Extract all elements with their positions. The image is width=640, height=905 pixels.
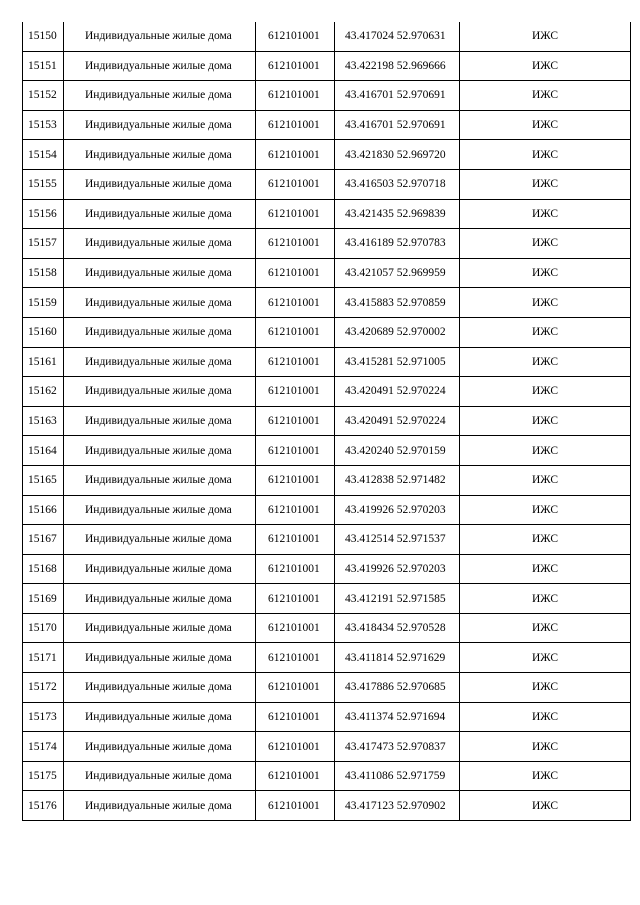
coordinates-cell: 43.420491 52.970224 (335, 377, 460, 407)
cadastral-code-cell: 612101001 (256, 613, 335, 643)
row-number-cell: 15164 (23, 436, 64, 466)
category-cell: ИЖС (460, 110, 631, 140)
table-row (23, 791, 631, 821)
row-number-cell: 15170 (23, 613, 64, 643)
row-number-cell: 15176 (23, 791, 64, 821)
row-number-cell: 15167 (23, 525, 64, 555)
coordinates-cell: 43.416503 52.970718 (335, 169, 460, 199)
category-cell: ИЖС (460, 732, 631, 762)
object-type-cell: Индивидуальные жилые дома (64, 702, 256, 732)
category-cell: ИЖС (460, 761, 631, 791)
object-type-cell: Индивидуальные жилые дома (64, 613, 256, 643)
coordinates-cell: 43.411814 52.971629 (335, 643, 460, 673)
cadastral-code-cell: 612101001 (256, 51, 335, 81)
category-cell: ИЖС (460, 22, 631, 51)
coordinates-cell: 43.415883 52.970859 (335, 288, 460, 318)
table-row (23, 51, 631, 81)
category-cell: ИЖС (460, 673, 631, 703)
cadastral-code-cell: 612101001 (256, 347, 335, 377)
cadastral-code-cell: 612101001 (256, 406, 335, 436)
table-row (23, 465, 631, 495)
cadastral-code-cell: 612101001 (256, 81, 335, 111)
cadastral-code-cell: 612101001 (256, 169, 335, 199)
cadastral-code-cell: 612101001 (256, 22, 335, 51)
category-cell: ИЖС (460, 525, 631, 555)
table-row (23, 229, 631, 259)
cadastral-code-cell: 612101001 (256, 377, 335, 407)
row-number-cell: 15163 (23, 406, 64, 436)
coordinates-cell: 43.417886 52.970685 (335, 673, 460, 703)
table-row (23, 81, 631, 111)
cadastral-code-cell: 612101001 (256, 140, 335, 170)
coordinates-cell: 43.421057 52.969959 (335, 258, 460, 288)
object-type-cell: Индивидуальные жилые дома (64, 288, 256, 318)
row-number-cell: 15159 (23, 288, 64, 318)
cadastral-code-cell: 612101001 (256, 702, 335, 732)
table-row (23, 495, 631, 525)
table-row (23, 22, 631, 51)
cadastral-code-cell: 612101001 (256, 584, 335, 614)
category-cell: ИЖС (460, 258, 631, 288)
cadastral-code-cell: 612101001 (256, 495, 335, 525)
object-type-cell: Индивидуальные жилые дома (64, 51, 256, 81)
cadastral-code-cell: 612101001 (256, 317, 335, 347)
coordinates-cell: 43.416701 52.970691 (335, 110, 460, 140)
object-type-cell: Индивидуальные жилые дома (64, 554, 256, 584)
row-number-cell: 15155 (23, 169, 64, 199)
cadastral-code-cell: 612101001 (256, 554, 335, 584)
cadastral-code-cell: 612101001 (256, 673, 335, 703)
coordinates-cell: 43.415281 52.971005 (335, 347, 460, 377)
coordinates-cell: 43.420491 52.970224 (335, 406, 460, 436)
object-type-cell: Индивидуальные жилые дома (64, 169, 256, 199)
coordinates-cell: 43.417024 52.970631 (335, 22, 460, 51)
table-row (23, 673, 631, 703)
table-row (23, 199, 631, 229)
table-row (23, 406, 631, 436)
object-type-cell: Индивидуальные жилые дома (64, 81, 256, 111)
coordinates-cell: 43.411374 52.971694 (335, 702, 460, 732)
table-row (23, 584, 631, 614)
table-row (23, 436, 631, 466)
category-cell: ИЖС (460, 791, 631, 821)
row-number-cell: 15150 (23, 22, 64, 51)
cadastral-code-cell: 612101001 (256, 732, 335, 762)
row-number-cell: 15172 (23, 673, 64, 703)
category-cell: ИЖС (460, 613, 631, 643)
cadastral-code-cell: 612101001 (256, 288, 335, 318)
row-number-cell: 15158 (23, 258, 64, 288)
cadastral-code-cell: 612101001 (256, 643, 335, 673)
object-type-cell: Индивидуальные жилые дома (64, 199, 256, 229)
cadastral-code-cell: 612101001 (256, 791, 335, 821)
table-row (23, 317, 631, 347)
cadastral-code-cell: 612101001 (256, 761, 335, 791)
object-type-cell: Индивидуальные жилые дома (64, 761, 256, 791)
table-row (23, 732, 631, 762)
cadastral-code-cell: 612101001 (256, 258, 335, 288)
row-number-cell: 15153 (23, 110, 64, 140)
table-row (23, 288, 631, 318)
category-cell: ИЖС (460, 406, 631, 436)
row-number-cell: 15166 (23, 495, 64, 525)
object-type-cell: Индивидуальные жилые дома (64, 436, 256, 466)
object-type-cell: Индивидуальные жилые дома (64, 140, 256, 170)
table-row (23, 347, 631, 377)
object-type-cell: Индивидуальные жилые дома (64, 110, 256, 140)
category-cell: ИЖС (460, 436, 631, 466)
object-type-cell: Индивидуальные жилые дома (64, 673, 256, 703)
table-row (23, 140, 631, 170)
object-type-cell: Индивидуальные жилые дома (64, 22, 256, 51)
category-cell: ИЖС (460, 584, 631, 614)
category-cell: ИЖС (460, 465, 631, 495)
row-number-cell: 15165 (23, 465, 64, 495)
coordinates-cell: 43.422198 52.969666 (335, 51, 460, 81)
coordinates-cell: 43.420240 52.970159 (335, 436, 460, 466)
object-type-cell: Индивидуальные жилые дома (64, 229, 256, 259)
object-type-cell: Индивидуальные жилые дома (64, 643, 256, 673)
category-cell: ИЖС (460, 229, 631, 259)
category-cell: ИЖС (460, 51, 631, 81)
table-row (23, 258, 631, 288)
table-row (23, 643, 631, 673)
table-row (23, 169, 631, 199)
category-cell: ИЖС (460, 702, 631, 732)
table-row (23, 702, 631, 732)
coordinates-cell: 43.417123 52.970902 (335, 791, 460, 821)
row-number-cell: 15169 (23, 584, 64, 614)
object-type-cell: Индивидуальные жилые дома (64, 495, 256, 525)
category-cell: ИЖС (460, 317, 631, 347)
row-number-cell: 15160 (23, 317, 64, 347)
coordinates-cell: 43.418434 52.970528 (335, 613, 460, 643)
table-row (23, 554, 631, 584)
row-number-cell: 15157 (23, 229, 64, 259)
coordinates-cell: 43.421435 52.969839 (335, 199, 460, 229)
coordinates-cell: 43.419926 52.970203 (335, 554, 460, 584)
object-type-cell: Индивидуальные жилые дома (64, 525, 256, 555)
category-cell: ИЖС (460, 81, 631, 111)
coordinates-cell: 43.411086 52.971759 (335, 761, 460, 791)
category-cell: ИЖС (460, 347, 631, 377)
cadastral-code-cell: 612101001 (256, 465, 335, 495)
category-cell: ИЖС (460, 199, 631, 229)
object-type-cell: Индивидуальные жилые дома (64, 258, 256, 288)
row-number-cell: 15161 (23, 347, 64, 377)
table-row (23, 761, 631, 791)
category-cell: ИЖС (460, 140, 631, 170)
table-row (23, 110, 631, 140)
object-type-cell: Индивидуальные жилые дома (64, 584, 256, 614)
coordinates-cell: 43.412191 52.971585 (335, 584, 460, 614)
row-number-cell: 15156 (23, 199, 64, 229)
object-type-cell: Индивидуальные жилые дома (64, 732, 256, 762)
coordinates-cell: 43.420689 52.970002 (335, 317, 460, 347)
row-number-cell: 15151 (23, 51, 64, 81)
object-type-cell: Индивидуальные жилые дома (64, 465, 256, 495)
object-type-cell: Индивидуальные жилые дома (64, 347, 256, 377)
registry-table-body (23, 22, 631, 821)
row-number-cell: 15154 (23, 140, 64, 170)
coordinates-cell: 43.416701 52.970691 (335, 81, 460, 111)
category-cell: ИЖС (460, 554, 631, 584)
row-number-cell: 15168 (23, 554, 64, 584)
category-cell: ИЖС (460, 495, 631, 525)
row-number-cell: 15175 (23, 761, 64, 791)
coordinates-cell: 43.421830 52.969720 (335, 140, 460, 170)
registry-table (22, 22, 631, 821)
category-cell: ИЖС (460, 377, 631, 407)
table-row (23, 377, 631, 407)
coordinates-cell: 43.419926 52.970203 (335, 495, 460, 525)
coordinates-cell: 43.417473 52.970837 (335, 732, 460, 762)
object-type-cell: Индивидуальные жилые дома (64, 317, 256, 347)
category-cell: ИЖС (460, 643, 631, 673)
coordinates-cell: 43.412514 52.971537 (335, 525, 460, 555)
coordinates-cell: 43.412838 52.971482 (335, 465, 460, 495)
object-type-cell: Индивидуальные жилые дома (64, 377, 256, 407)
row-number-cell: 15173 (23, 702, 64, 732)
category-cell: ИЖС (460, 288, 631, 318)
object-type-cell: Индивидуальные жилые дома (64, 406, 256, 436)
row-number-cell: 15171 (23, 643, 64, 673)
row-number-cell: 15174 (23, 732, 64, 762)
row-number-cell: 15152 (23, 81, 64, 111)
cadastral-code-cell: 612101001 (256, 199, 335, 229)
cadastral-code-cell: 612101001 (256, 110, 335, 140)
row-number-cell: 15162 (23, 377, 64, 407)
cadastral-code-cell: 612101001 (256, 436, 335, 466)
cadastral-code-cell: 612101001 (256, 525, 335, 555)
object-type-cell: Индивидуальные жилые дома (64, 791, 256, 821)
table-row (23, 525, 631, 555)
cadastral-code-cell: 612101001 (256, 229, 335, 259)
coordinates-cell: 43.416189 52.970783 (335, 229, 460, 259)
table-row (23, 613, 631, 643)
category-cell: ИЖС (460, 169, 631, 199)
